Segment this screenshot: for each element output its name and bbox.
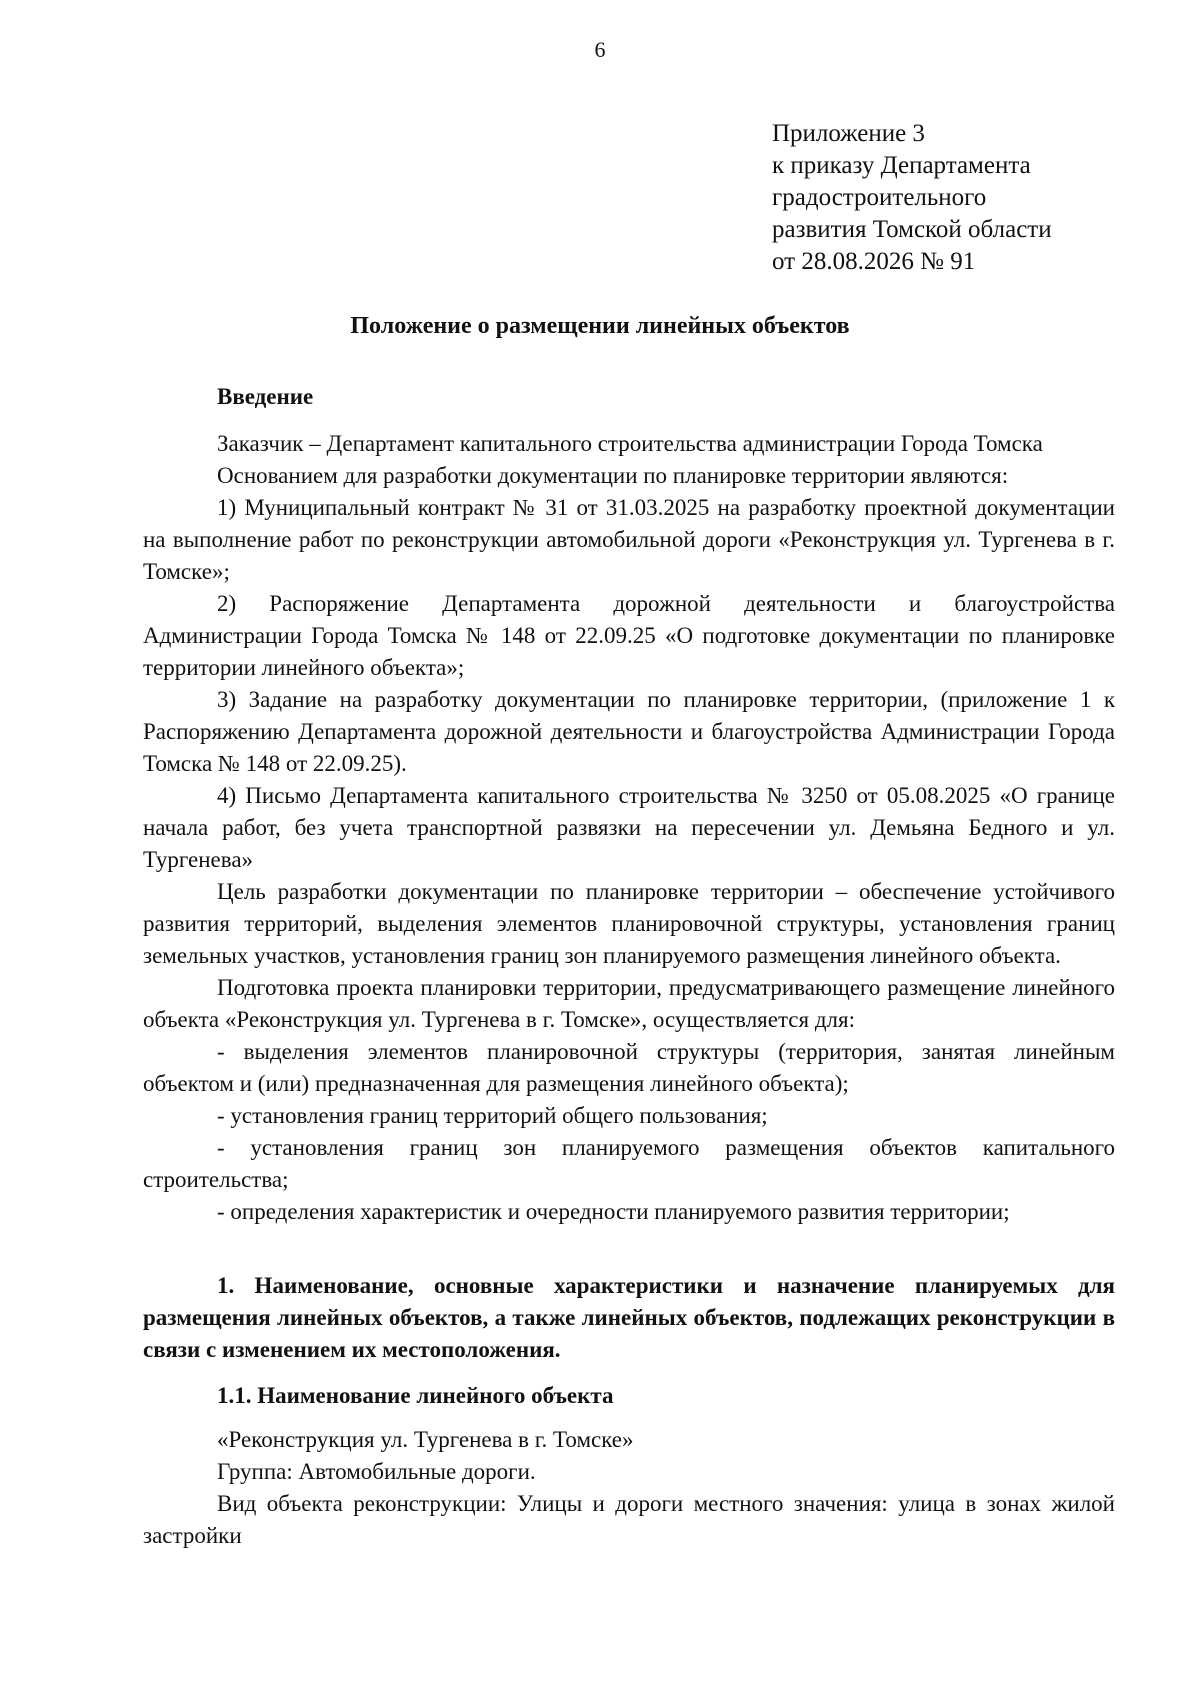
paragraph: «Реконструкция ул. Тургенева в г. Томске» [217,1427,634,1452]
appendix-line: Приложение 3 [772,120,925,147]
section-heading: 1. Наименование, основные характеристики и назначение планируемых для размещения линейных объектов, а также линейных объектов, подлежащих реконструкции в связи с изменением их местоположения. [143,1273,1115,1362]
paragraph: Вид объекта реконструкции: Улицы и дороги местного значения: улица в зонах жилой застройки [143,1491,1115,1548]
list-item: - установления границ зон планируемого размещения объектов капитального строительства; [143,1135,1115,1192]
paragraph: 4) Письмо Департамента капитального строительства № 3250 от 05.08.2025 «О границе начала работ, без учета транспортной развязки на пересечении ул. Демьяна Бедного и ул. Тургенева» [143,783,1115,872]
subsection-heading: 1.1. Наименование линейного объекта [217,1383,614,1408]
appendix-line: развития Томской области [772,216,1052,243]
appendix-line: к приказу Департамента [772,152,1031,179]
paragraph: Основанием для разработки документации по планировке территории являются: [217,463,1009,488]
document-body [143,381,1115,1552]
paragraph: Группа: Автомобильные дороги. [217,1459,536,1484]
paragraph: Цель разработки документации по планировке территории – обеспечение устойчивого развития территорий, выделения элементов планировочной структуры, установления границ земельных участков, установления границ зон планируемого размещения линейного объекта. [143,879,1115,968]
paragraph: 3) Задание на разработку документации по планировке территории, (приложение 1 к Распоряжению Департамента дорожной деятельности и благоустройства Администрации Города Томска № 148 от 22.09.25). [143,687,1115,776]
list-item: - определения характеристик и очередности планируемого развития территории; [217,1199,1010,1224]
list-item: - выделения элементов планировочной структуры (территория, занятая линейным объектом и (или) предназначенная для размещения линейного объекта); [143,1039,1115,1096]
appendix-line: от 28.08.2026 № 91 [772,248,976,275]
list-item: - установления границ территорий общего пользования; [217,1103,768,1128]
intro-heading: Введение [217,384,314,409]
paragraph: Подготовка проекта планировки территории, предусматривающего размещение линейного объекта «Реконструкция ул. Тургенева в г. Томске», осуществляется для: [143,975,1115,1032]
paragraph: 1) Муниципальный контракт № 31 от 31.03.2025 на разработку проектной документации на выполнение работ по реконструкции автомобильной дороги «Реконструкция ул. Тургенева в г. Томске»; [143,495,1115,584]
appendix-line: градостроительного [772,184,987,211]
paragraph: 2) Распоряжение Департамента дорожной деятельности и благоустройства Администрации Города Томска № 148 от 22.09.25 «О подготовке документации по планировке территории линейного объекта»; [143,591,1115,680]
appendix-block [772,118,1052,278]
document-title: Положение о размещении линейных объектов [350,313,850,339]
paragraph: Заказчик – Департамент капитального строительства администрации Города Томска [217,431,1043,456]
page-number: 6 [594,37,606,62]
